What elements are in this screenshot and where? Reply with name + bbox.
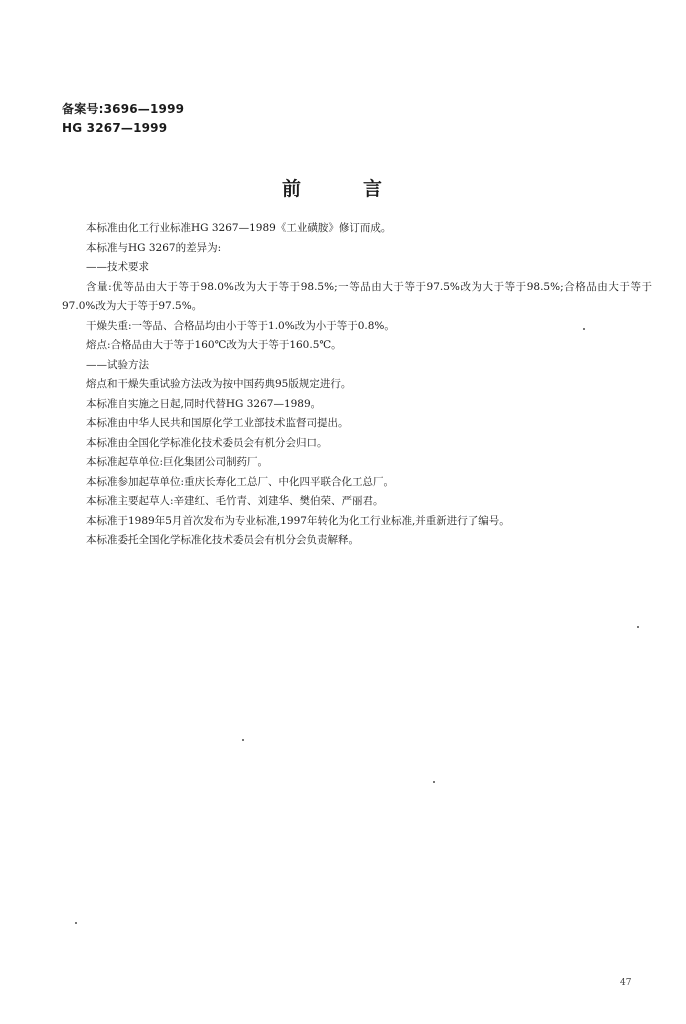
scan-speck [433, 781, 435, 783]
page-title: 前言 [281, 178, 444, 200]
paragraph-participating-units: 本标准参加起草单位:重庆长寿化工总厂、中化四平联合化工总厂。 [86, 475, 395, 488]
section-technical-requirements: ——技术要求 [86, 261, 149, 273]
foreword-body [62, 219, 652, 551]
paragraph-responsible-body: 本标准由全国化学标准化技术委员会有机分会归口。 [86, 436, 328, 449]
standard-code: HG 3267—1999 [62, 121, 168, 135]
paragraph-test-method-change: 熔点和干燥失重试验方法改为按中国药典95版规定进行。 [86, 378, 352, 390]
paragraph-drying-loss-change: 干燥失重:一等品、合格品均由小于等于1.0%改为小于等于0.8%。 [86, 319, 395, 332]
section-test-methods: ——试验方法 [86, 358, 149, 371]
paragraph-proposer: 本标准由中华人民共和国原化学工业部技术监督司提出。 [86, 417, 349, 429]
paragraph-main-drafters: 本标准主要起草人:辛建红、毛竹青、刘建华、樊伯荣、严丽君。 [86, 495, 384, 507]
paragraph-drafting-unit: 本标准起草单位:巨化集团公司制药厂。 [86, 456, 269, 468]
scan-speck [637, 626, 639, 628]
paragraph-interpretation: 本标准委托全国化学标准化技术委员会有机分会负责解释。 [86, 534, 359, 546]
paragraph-revision-source: 本标准由化工行业标准HG 3267—1989《工业磺胺》修订而成。 [86, 222, 392, 234]
scan-speck [242, 739, 244, 741]
page-number: 47 [620, 978, 632, 988]
paragraph-publication-history: 本标准于1989年5月首次发布为专业标准,1997年转化为化工行业标准,并重新进行了编号。 [86, 514, 510, 527]
paragraph-differences-intro: 本标准与HG 3267的差异为: [86, 241, 222, 254]
filing-number: 备案号:3696—1999 [62, 102, 185, 116]
scan-speck [75, 922, 77, 924]
scan-speck [583, 328, 585, 330]
paragraph-melting-point-change: 熔点:合格品由大于等于160℃改为大于等于160.5℃。 [86, 339, 342, 351]
paragraph-replacement: 本标准自实施之日起,同时代替HG 3267—1989。 [86, 397, 322, 410]
document-header [62, 100, 184, 138]
paragraph-content-change: 含量:优等品由大于等于98.0%改为大于等于98.5%;一等品由大于等于97.5%改为大于等于98.5%;合格品由大于等于97.0%改为大于等于97.5%。 [62, 280, 652, 312]
